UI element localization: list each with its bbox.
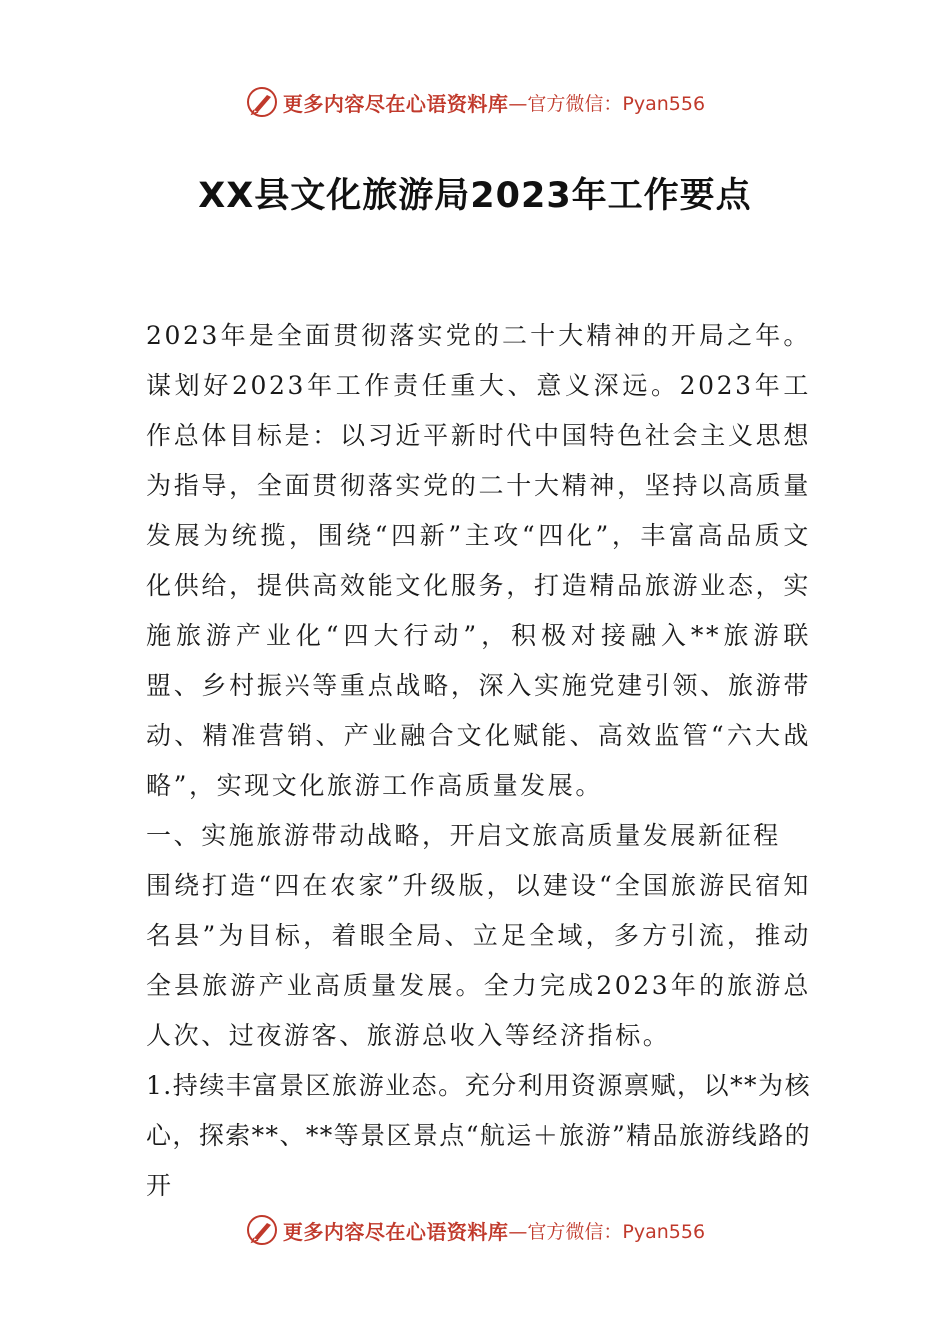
pen-logo-icon [245, 1213, 279, 1247]
banner-wechat: —官方微信：Pyan556 [508, 1220, 706, 1243]
document-title: XX县文化旅游局2023年工作要点 [198, 176, 752, 216]
banner-brand: 更多内容尽在心语资料库 [282, 91, 509, 116]
section-paragraph: 围绕打造“四在农家”升级版，以建设“全国旅游民宿知名县”为目标，着眼全局、立足全域，多方引流，推动全县旅游产业高质量发展。全力完成2023年的旅游总人次、过夜游客、旅游总收入等经济指标。 [146, 871, 811, 1050]
banner-wechat: —官方微信：Pyan556 [508, 92, 706, 115]
section-heading: 一、实施旅游带动战略，开启文旅高质量发展新征程 [146, 821, 781, 850]
numbered-item: 1.持续丰富景区旅游业态。充分利用资源禀赋，以**为核心，探索**、**等景区景点“航运＋旅游”精品旅游线路的开 [146, 1071, 811, 1200]
intro-paragraph: 2023年是全面贯彻落实党的二十大精神的开局之年。谋划好2023年工作责任重大、意义深远。2023年工作总体目标是：以习近平新时代中国特色社会主义思想为指导，全面贯彻落实党的二十大精神，坚持以高质量发展为统揽，围绕“四新”主攻“四化”，丰富高品质文化供给，提供高效能文化服务，打造精品旅游业态，实施旅游产业化“四大行动”，积极对接融入**旅游联盟、乡村振兴等重点战略，深入实施党建引领、旅游带动、精准营销、产业融合文化赋能、高效监管“六大战略”，实现文化旅游工作高质量发展。 [146, 321, 811, 800]
footer-banner [0, 1210, 950, 1250]
pen-logo-icon [245, 85, 279, 119]
header-banner [0, 82, 950, 122]
document-body [146, 311, 811, 1211]
banner-brand: 更多内容尽在心语资料库 [282, 1219, 509, 1244]
